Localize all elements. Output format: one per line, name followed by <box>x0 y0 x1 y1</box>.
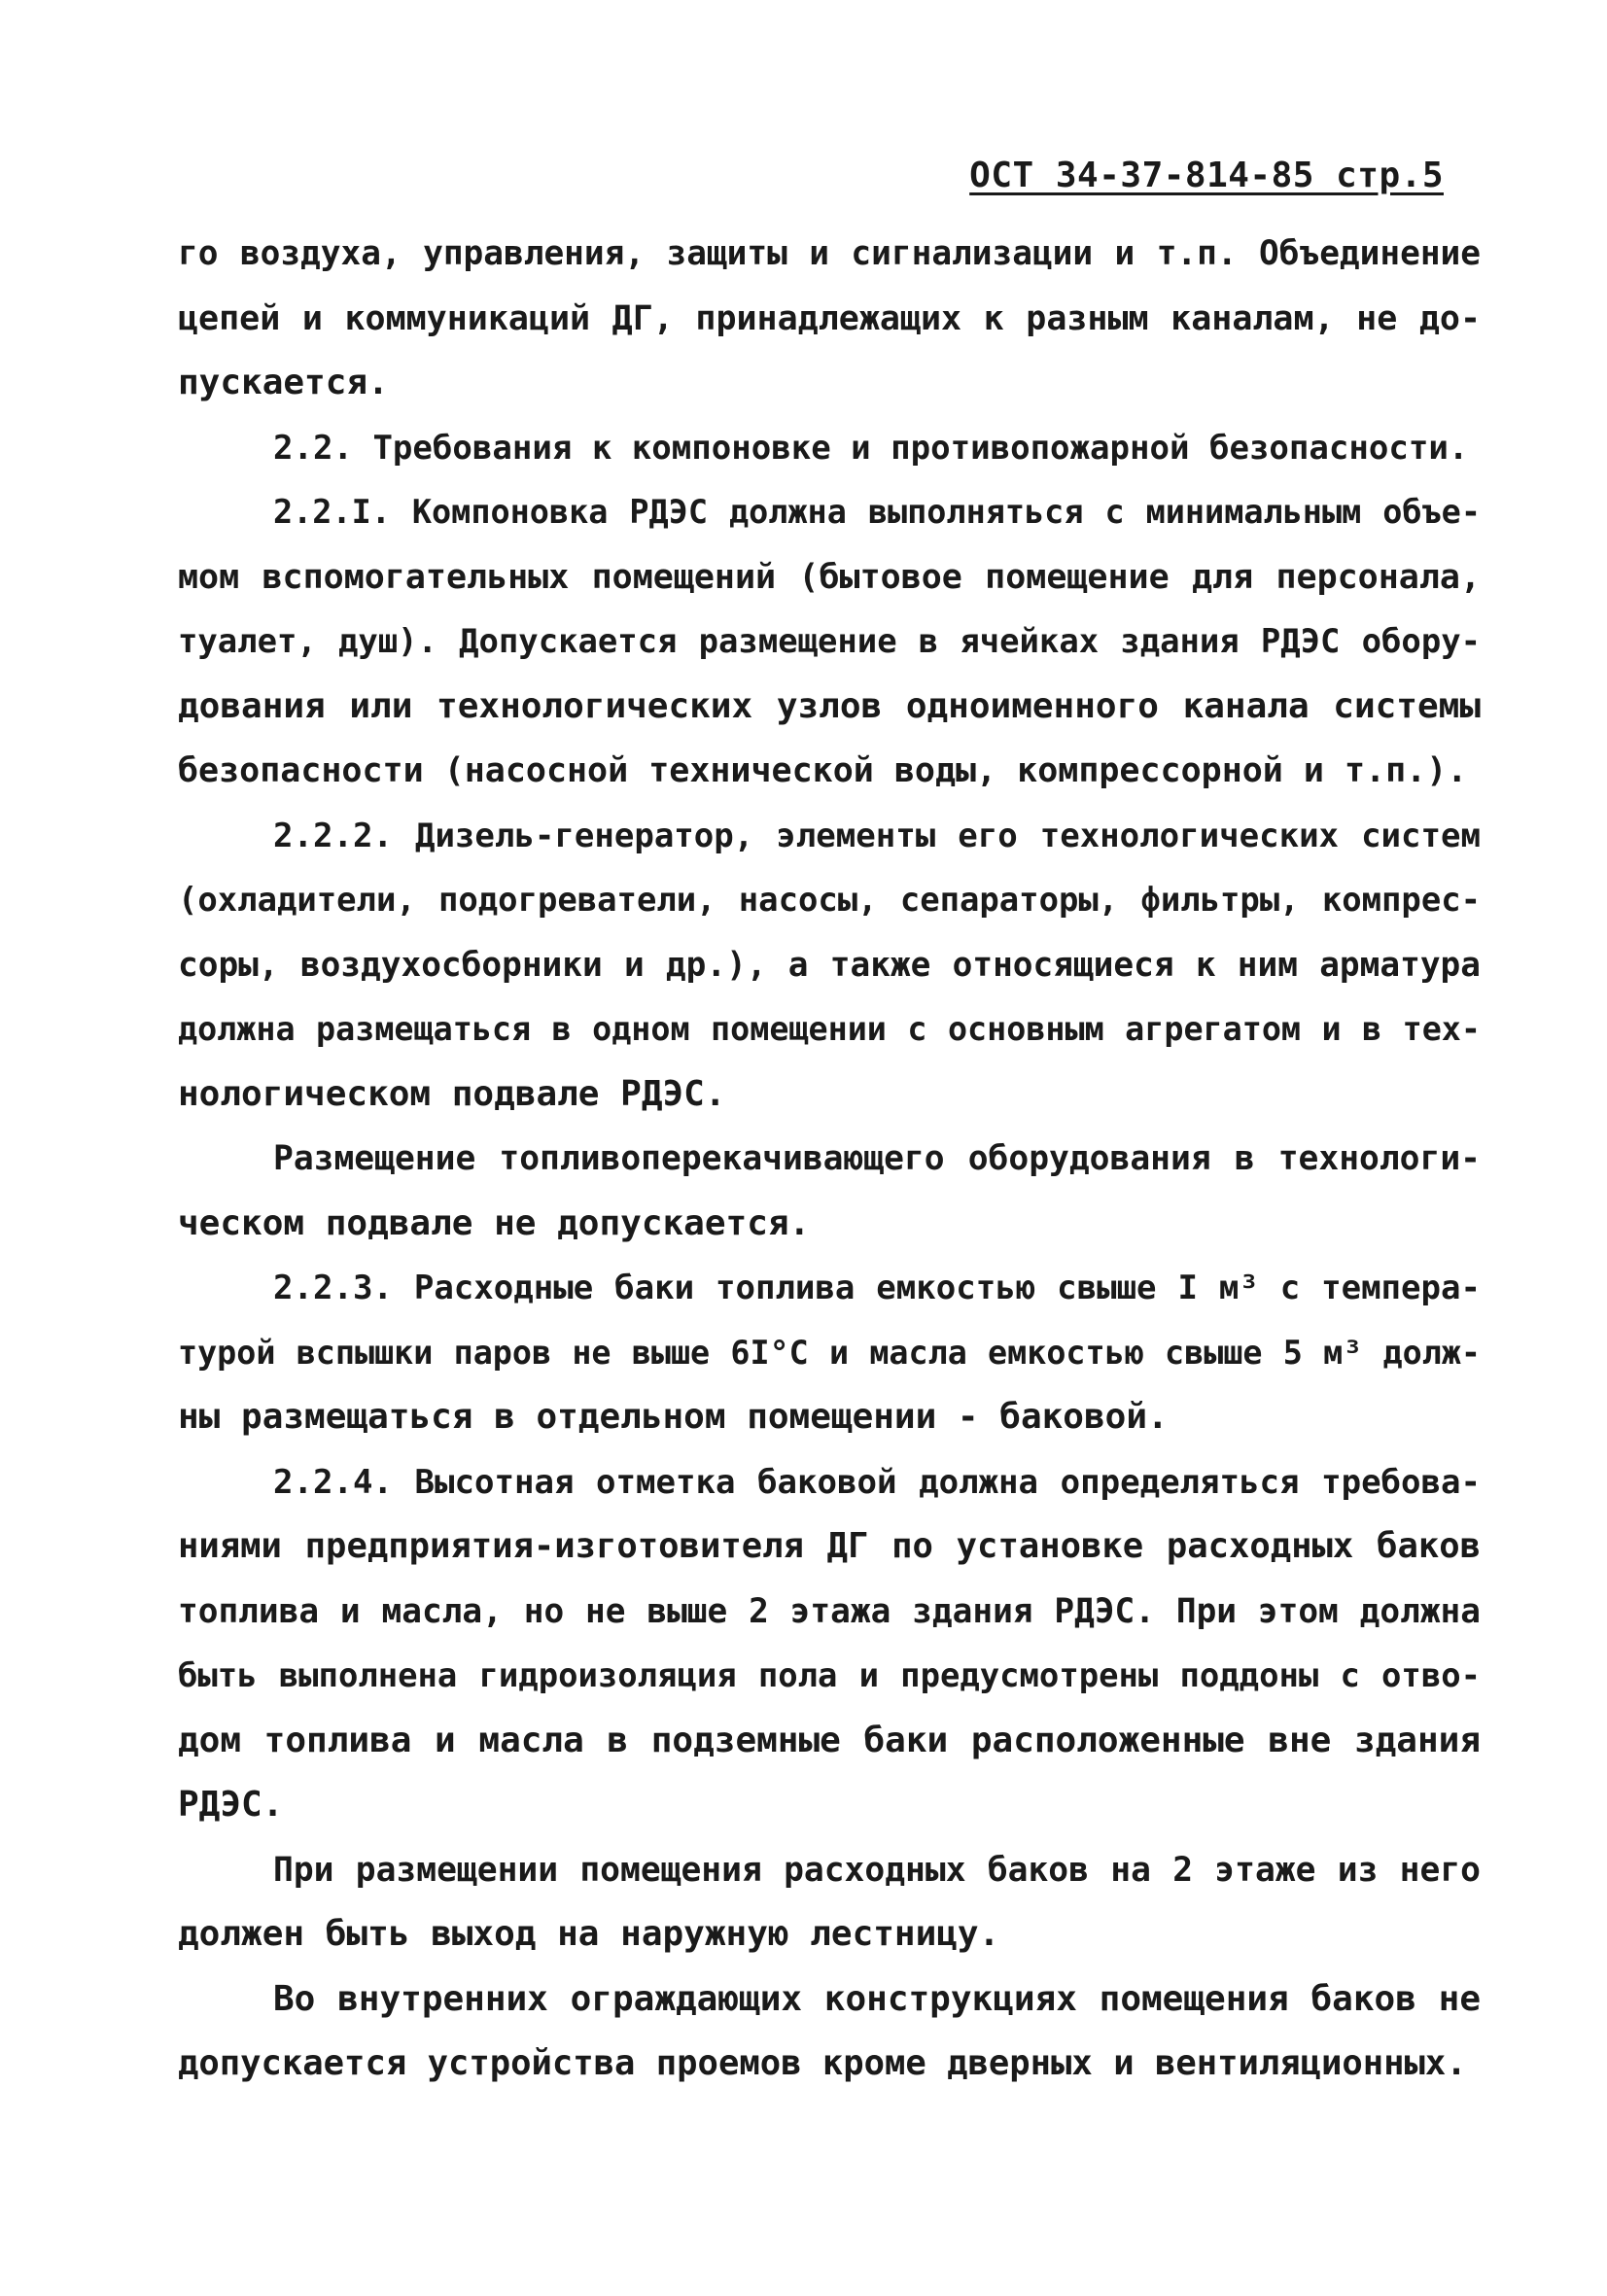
text-line: ческом подвале не допускается. <box>178 1202 811 1243</box>
text-line: дом топлива и масла в подземные баки расположенные вне здания <box>178 1720 1481 1760</box>
text-line: соры, воздухосборники и др.), а также относящиеся к ним арматура <box>178 945 1481 985</box>
text-line: туалет, душ). Допускается размещение в ячейках здания РДЭС обору- <box>178 622 1481 660</box>
text-line: 2.2.2. Дизель-генератор, элементы его технологических систем <box>273 816 1481 855</box>
text-line: РДЭС. <box>178 1785 284 1825</box>
page-header-doc-ref: ОСТ 34-37-814-85 стр.5 <box>969 156 1444 195</box>
text-line: допускается устройства проемов кроме дверных и вентиляционных. <box>178 2043 1467 2083</box>
text-line: Размещение топливоперекачивающего оборудования в технологи- <box>273 1139 1481 1178</box>
text-line: дования или технологических узлов одноименного канала системы <box>178 685 1481 726</box>
document-body <box>178 222 1481 2097</box>
text-line: пускается. <box>178 363 389 402</box>
text-line: ны размещаться в отдельном помещении - баковой. <box>178 1397 1169 1437</box>
text-line: мом вспомогательных помещений (бытовое помещение для персонала, <box>178 557 1481 597</box>
text-line: безопасности (насосной технической воды, компрессорной и т.п.). <box>178 751 1468 790</box>
text-line: го воздуха, управления, защиты и сигнализации и т.п. Объединение <box>178 234 1481 273</box>
text-line: 2.2.4. Высотная отметка баковой должна определяться требова- <box>273 1462 1481 1502</box>
text-line: 2.2.I. Компоновка РДЭС должна выполняться с минимальным объе- <box>273 493 1481 531</box>
text-line: 2.2. Требования к компоновке и противопожарной безопасности. <box>273 428 1469 468</box>
text-line: (охладители, подогреватели, насосы, сепараторы, фильтры, компрес- <box>178 881 1481 919</box>
text-line: ниями предприятия-изготовителя ДГ по установке расходных баков <box>178 1526 1481 1566</box>
text-line: должна размещаться в одном помещении с основным агрегатом и в тех- <box>178 1010 1481 1048</box>
text-line: должен быть выход на наружную лестницу. <box>178 1914 1000 1954</box>
text-line: быть выполнена гидроизоляция пола и предусмотрены поддоны с отво- <box>178 1656 1481 1694</box>
text-line: цепей и коммуникаций ДГ, принадлежащих к разным каналам, не до- <box>178 298 1481 338</box>
text-line: Во внутренних ограждающих конструкциях помещения баков не <box>273 1978 1481 2019</box>
text-line: турой вспышки паров не выше 6I°С и масла емкостью свыше 5 м³ долж- <box>178 1333 1481 1372</box>
text-line: При размещении помещения расходных баков на 2 этаже из него <box>273 1850 1481 1890</box>
text-line: 2.2.3. Расходные баки топлива емкостью свыше I м³ с темпера- <box>273 1269 1481 1307</box>
text-line: топлива и масла, но не выше 2 этажа здания РДЭС. При этом должна <box>178 1591 1481 1631</box>
text-line: нологическом подвале РДЭС. <box>178 1073 726 1114</box>
